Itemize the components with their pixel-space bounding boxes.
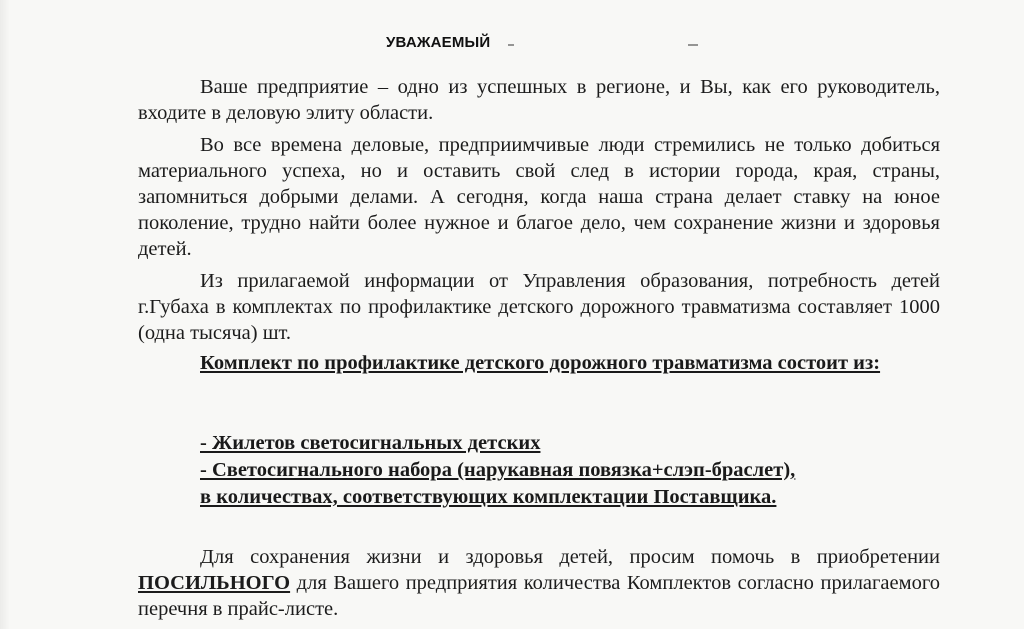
scan-artifact-mark: [688, 44, 698, 46]
kit-item: в количествах, соответствующих комплектации Поставщика.: [200, 486, 777, 508]
closing-text-start: Для сохранения жизни и здоровья детей, просим помочь в приобретении: [200, 546, 940, 568]
closing-emphasis: ПОСИЛЬНОГО: [138, 572, 291, 594]
paragraph-enterprise-success: Ваше предприятие – одно из успешных в регионе, и Вы, как его руководитель, входите в деловую элиту области.: [138, 76, 940, 124]
kit-item: - Жилетов светосигнальных детских: [200, 432, 541, 454]
kit-item: - Светосигнального набора (нарукавная повязка+слэп-браслет),: [200, 459, 796, 481]
kit-items-list: [200, 430, 940, 511]
letter-greeting: УВАЖАЕМЫЙ: [386, 34, 491, 51]
paragraph-education-need: Из прилагаемой информации от Управления образования, потребность детей г.Губаха в комплектах по профилактике детского дорожного травматизма составляет 1000 (одна тысяча) шт.: [138, 270, 940, 344]
paragraph-business-people: Во все времена деловые, предприимчивые люди стремились не только добиться материального успеха, но и оставить свой след в истории города, края, страны, запомниться добрыми делами. А сегодня, когда наша страна делает ставку на юное поколение, трудно найти более нужное и благое дело, чем сохранение жизни и здоровья детей.: [138, 134, 940, 260]
closing-text-end: для Вашего предприятия количества Комплектов согласно прилагаемого перечня в прайс-листе.: [138, 572, 941, 620]
scan-artifact-mark: [508, 44, 514, 46]
kit-heading: Комплект по профилактике детского дорожного травматизма состоит из:: [200, 352, 881, 374]
paragraph-closing-request: [138, 544, 940, 622]
scan-edge-shadow: [0, 0, 10, 629]
